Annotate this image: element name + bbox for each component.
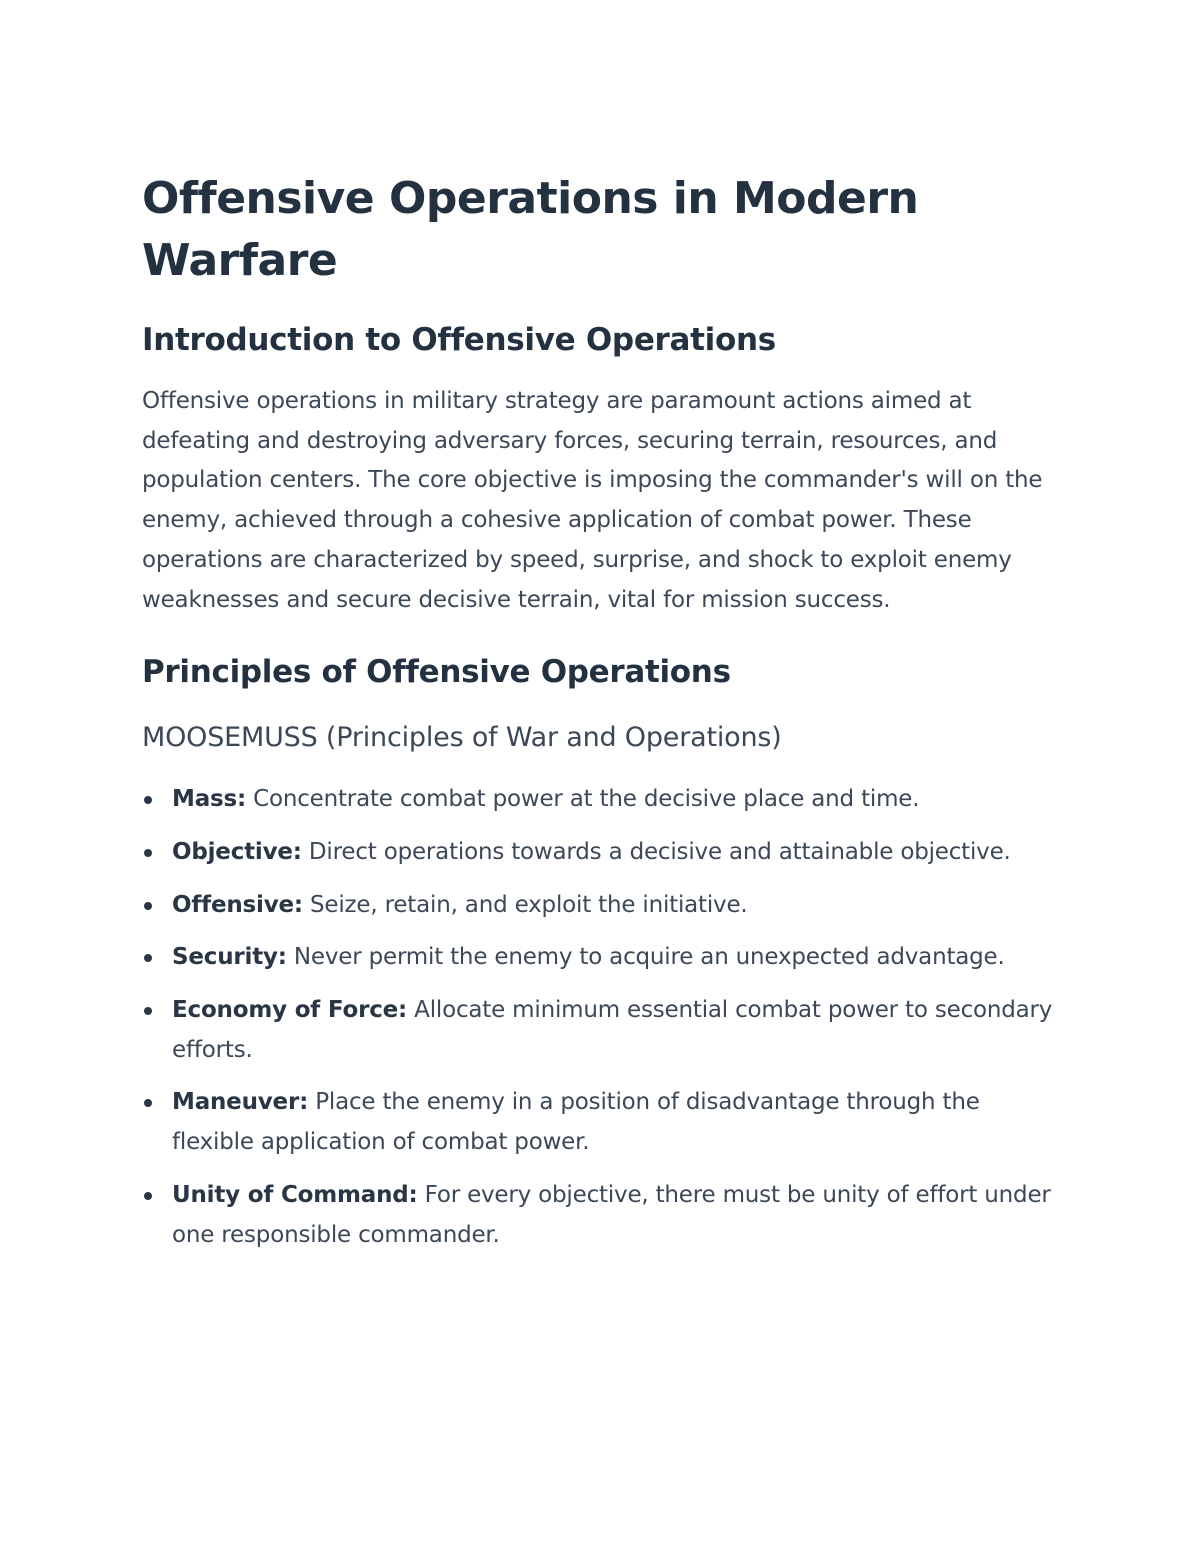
list-item-unity-of-command [142,1176,1062,1255]
list-item-text: Concentrate combat power at the decisive place and time. [246,786,920,813]
list-item-term: Security: [172,944,287,971]
list-item-mass [142,780,1062,820]
list-item-text: For every objective, there must be unity of effort under one responsible commander. [172,1181,1051,1248]
bullet-icon [144,1099,152,1107]
list-item-term: Offensive: [172,891,303,918]
list-item-economy-of-force [142,991,1062,1070]
list-item-term: Unity of Command: [172,1181,418,1208]
bullet-icon [144,1192,152,1200]
intro-heading: Introduction to Offensive Operations [142,322,776,358]
list-item-security [142,938,1062,978]
list-item-text: Direct operations towards a decisive and attainable objective. [301,838,1011,865]
bullet-icon [144,954,152,962]
principles-list [142,780,1062,1255]
list-item-offensive [142,886,1062,926]
list-item-term: Economy of Force: [172,997,408,1024]
list-item-objective [142,833,1062,873]
bullet-icon [144,1007,152,1015]
list-item-term: Mass: [172,786,246,813]
list-item-text: Seize, retain, and exploit the initiative. [302,891,748,918]
principles-subheading: MOOSEMUSS (Principles of War and Operations) [142,722,782,754]
list-item-maneuver [142,1083,1062,1162]
document-page [142,168,1062,1268]
list-item-text: Place the enemy in a position of disadvantage through the flexible application of combat power. [172,1089,980,1156]
bullet-icon [144,849,152,857]
list-item-term: Objective: [172,838,302,865]
principles-heading: Principles of Offensive Operations [142,654,731,691]
list-item-text: Allocate minimum essential combat power to secondary efforts. [172,997,1053,1063]
list-item-text: Never permit the enemy to acquire an unexpected advantage. [286,944,1005,971]
intro-paragraph: Offensive operations in military strategy are paramount actions aimed at defeating and destroying adversary forces, securing terrain, resources, and population centers. The core objective is imposing the commander's will on the enemy, achieved through a cohesive application of combat power. These operations are characterized by speed, surprise, and shock to exploit enemy weaknesses and secure decisive terrain, vital for mission success. [142,388,1043,613]
list-item-term: Maneuver: [172,1089,309,1116]
bullet-icon [144,796,152,804]
bullet-icon [144,902,152,910]
document-title: Offensive Operations in Modern Warfare [142,173,919,286]
